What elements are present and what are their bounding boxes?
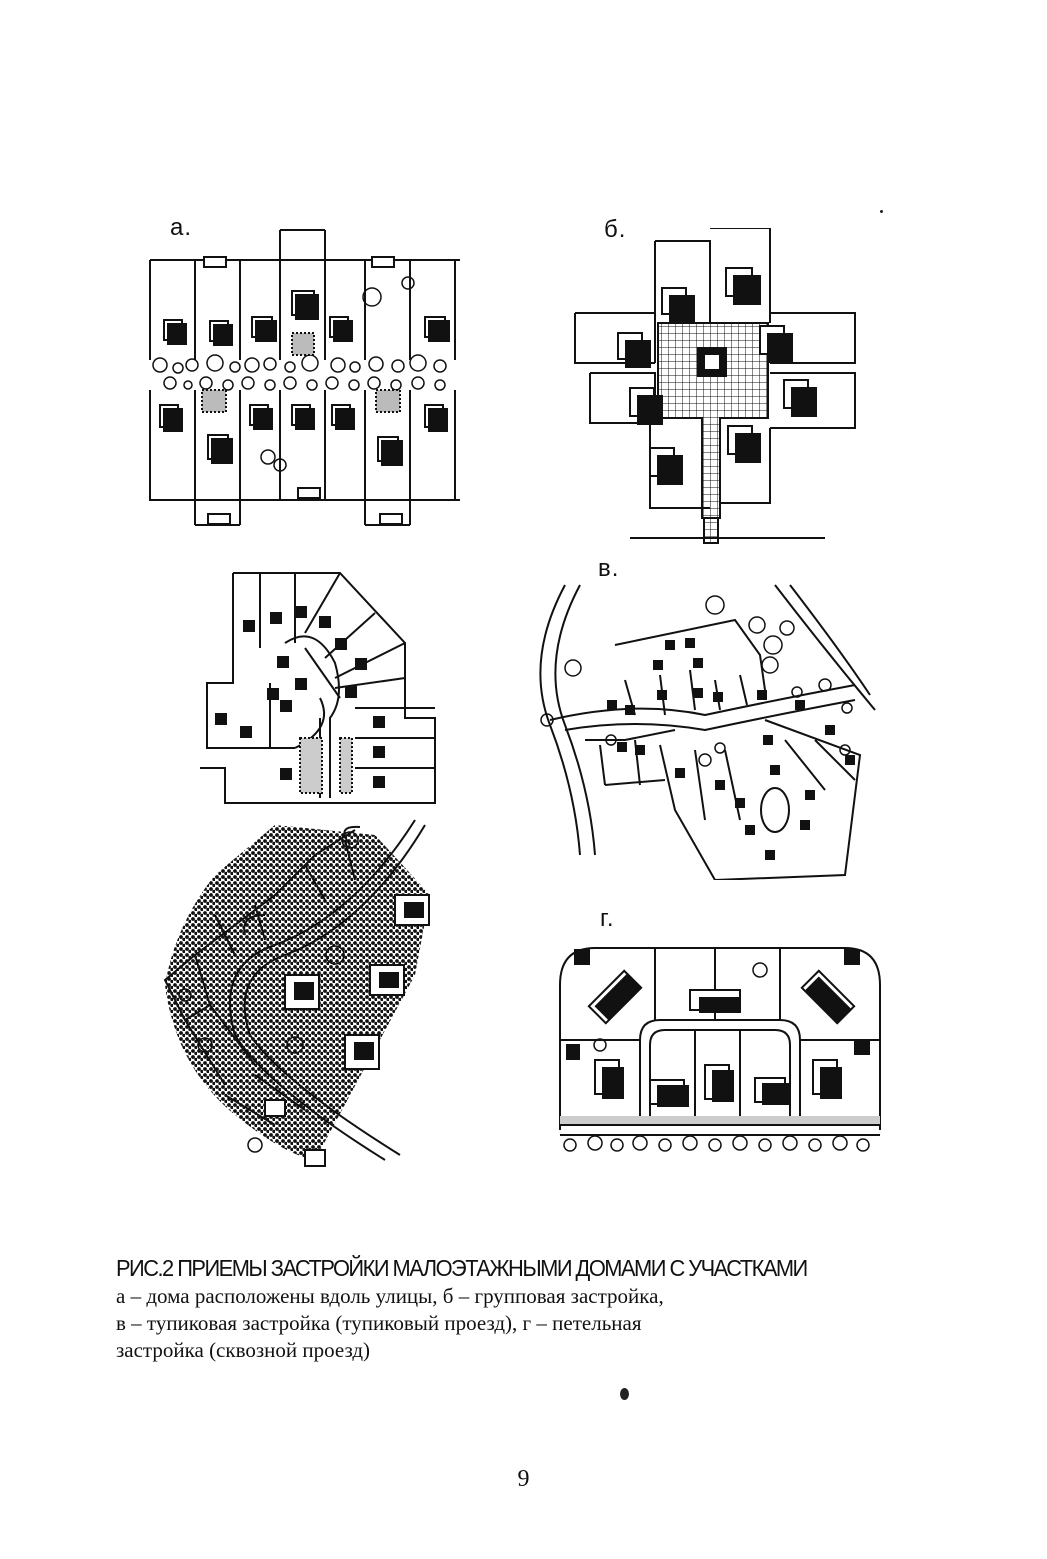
site-plan-a <box>140 225 480 530</box>
site-plan-culdesac <box>195 568 445 808</box>
panel-label-v: в. <box>598 555 620 582</box>
page-number: 9 <box>517 1466 530 1492</box>
figure-caption <box>116 1255 996 1363</box>
caption-line-3: застройка (сквозной проезд) <box>116 1338 371 1362</box>
panel-label-b: б. <box>604 216 627 243</box>
caption-line-2: в – тупиковая застройка (тупиковый проезд), г – петельная <box>116 1311 642 1335</box>
scan-speck <box>620 1388 629 1400</box>
site-plan-g <box>555 940 890 1165</box>
panel-label-a: а. <box>170 214 193 241</box>
panel-label-g: г. <box>600 905 615 932</box>
scan-speck <box>880 210 883 213</box>
caption-title: РИС.2 ПРИЕМЫ ЗАСТРОЙКИ МАЛОЭТАЖНЫМИ ДОМАМИ С УЧАСТКАМИ <box>116 1255 807 1281</box>
site-plan-v <box>525 580 880 880</box>
site-plan-curved <box>155 815 445 1170</box>
site-plan-b <box>570 228 870 548</box>
caption-line-1: а – дома расположены вдоль улицы, б – групповая застройка, <box>116 1284 664 1308</box>
